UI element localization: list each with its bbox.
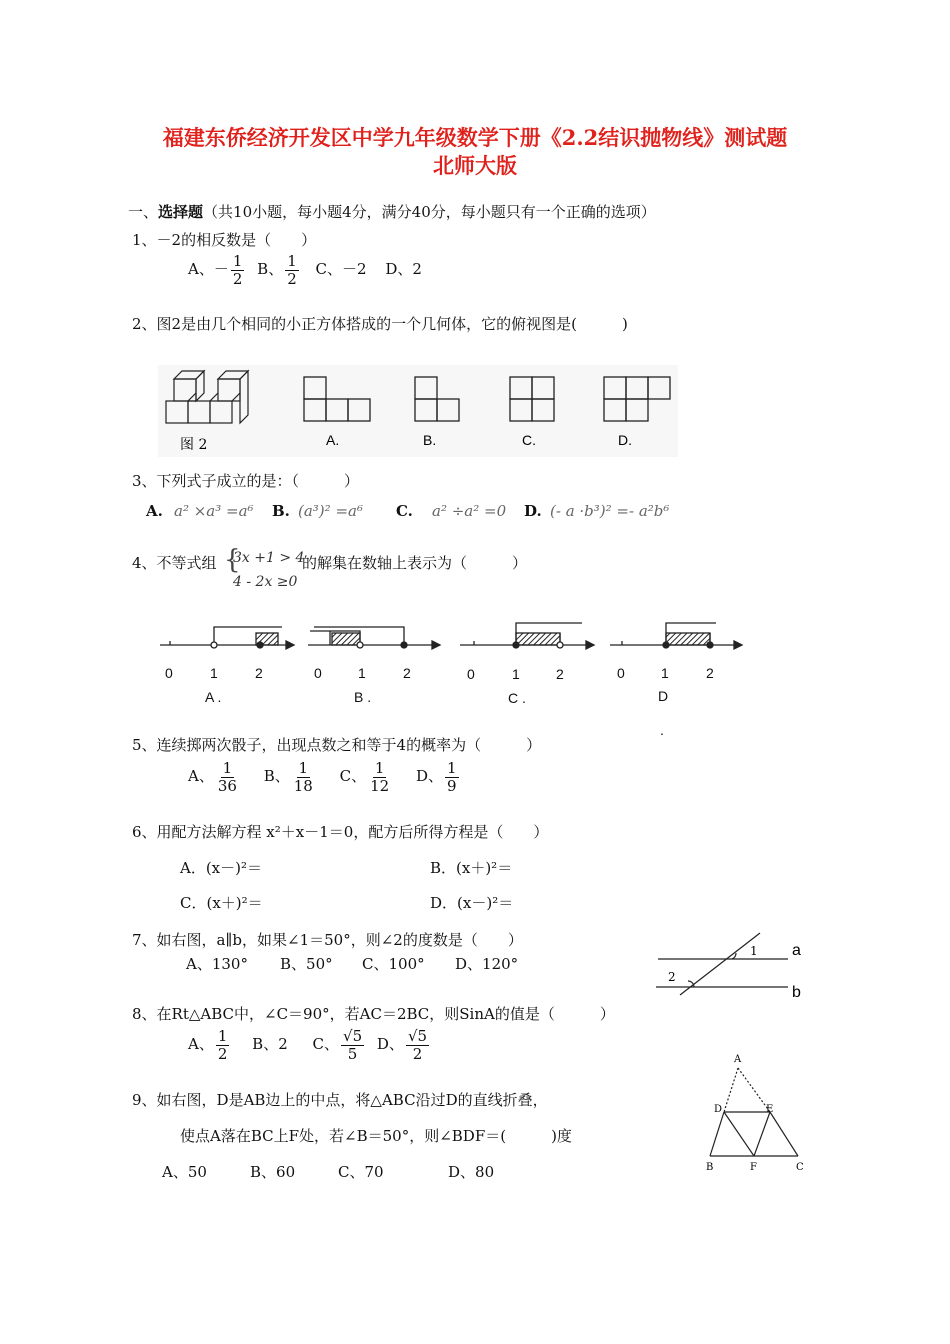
- number-line-a: [160, 627, 294, 649]
- nl-c-label: C .: [508, 690, 526, 706]
- option-b-view: [415, 377, 459, 421]
- nl-c-tick-1: 1: [512, 666, 520, 682]
- q9-triangle-figure: [700, 1050, 810, 1175]
- q2-figures: [158, 365, 678, 457]
- page-subtitle: 北师大版: [433, 153, 517, 178]
- q5-option-b: B、 $\frac{1}{18}$: [263, 759, 313, 795]
- q3-expr-d: (- a ·b³)² =- a²b⁶: [550, 502, 670, 520]
- option-a-view: [304, 377, 370, 421]
- q1-option-a: A、－ $\frac{1}{2}$: [188, 252, 243, 288]
- q1-option-d: D、2: [385, 260, 422, 278]
- system-brace: {: [224, 545, 241, 575]
- q8-option-b: B、2: [252, 1035, 288, 1053]
- angle-2-label: 2: [668, 970, 676, 984]
- q7-stem: 7、如右图，a∥b，如果∠1＝50°，则∠2的度数是（ ）: [132, 931, 523, 949]
- option-d-view: [604, 377, 670, 421]
- section-instructions: （共10小题，每小题4分，满分40分，每小题只有一个正确的选项）: [203, 203, 656, 221]
- q4-stem-pre: 4、不等式组: [132, 554, 217, 572]
- q9-option-b: B、60: [250, 1163, 296, 1181]
- q7-option-b: B、50°: [280, 955, 333, 973]
- q3-expr-a: a² ×a³ =a⁶: [174, 502, 254, 520]
- page-title: 福建东侨经济开发区中学九年级数学下册《2.2结识抛物线》测试题: [162, 125, 788, 150]
- number-line-d: [610, 623, 742, 649]
- q8-option-d: D、 $\frac{√5}{2}$: [376, 1027, 428, 1063]
- q3-label-b: B.: [272, 502, 290, 520]
- point-d-label: D: [714, 1104, 723, 1115]
- q7-option-c: C、100°: [362, 955, 425, 973]
- q8-option-c: C、 $\frac{√5}{5}$: [312, 1027, 363, 1063]
- line-a-label: a: [792, 942, 801, 959]
- transversal: [680, 933, 760, 995]
- q3-expr-c: a² ÷a² =0: [432, 502, 507, 520]
- q1-options: [188, 253, 422, 287]
- q6-option-d: D．(x－)²＝: [430, 894, 514, 912]
- q5-option-c: C、 $\frac{1}{12}$: [339, 759, 390, 795]
- q3-label-d: D.: [524, 502, 542, 520]
- q6-stem: 6、用配方法解方程 x²＋x－1＝0，配方后所得方程是（ ）: [132, 823, 549, 841]
- q3-stem: 3、下列式子成立的是：（ ）: [132, 472, 360, 490]
- line-b-label: b: [792, 984, 801, 1001]
- nl-c-tick-0: 0: [467, 666, 475, 682]
- q4-inequality-1: 3x +1 > 4: [233, 550, 305, 566]
- point-c-label: C: [796, 1162, 804, 1173]
- q1-stem: 1、－2的相反数是（ ）: [132, 231, 317, 249]
- nl-a-tick-1: 1: [210, 665, 218, 681]
- section-title: 选择题: [158, 203, 204, 221]
- nl-d-tick-2: 2: [706, 665, 714, 681]
- nl-d-tick-0: 0: [617, 665, 625, 681]
- q6-option-a: A．(x－)²＝: [180, 859, 263, 877]
- nl-a-label: A .: [205, 689, 222, 705]
- number-line-c: [460, 623, 594, 649]
- number-line-b: [308, 627, 440, 649]
- q9-option-d: D、80: [448, 1163, 495, 1181]
- q5-options: [188, 760, 461, 794]
- q2-label-c: C.: [522, 432, 536, 448]
- q8-option-a: A、 $\frac{1}{2}$: [188, 1027, 228, 1063]
- point-a-label: A: [734, 1054, 742, 1065]
- q7-parallel-lines-figure: [650, 925, 820, 1005]
- q3-label-c: C.: [396, 502, 413, 520]
- nl-a-tick-2: 2: [255, 665, 263, 681]
- angle-1-label: 1: [750, 944, 758, 958]
- q2-stem: 2、图2是由几个相同的小正方体搭成的一个几何体，它的俯视图是( ): [132, 315, 628, 333]
- q8-options: [188, 1028, 431, 1062]
- q5-option-a: A、 $\frac{1}{36}$: [188, 759, 237, 795]
- q4-stem-post: 的解集在数轴上表示为（ ）: [302, 554, 528, 572]
- nl-d-label: D: [658, 688, 669, 704]
- nl-d-tick-1: 1: [661, 665, 669, 681]
- nl-d-dot: .: [660, 722, 664, 738]
- section-heading: [128, 201, 656, 222]
- q7-option-a: A、130°: [186, 955, 248, 973]
- nl-b-tick-2: 2: [403, 665, 411, 681]
- q9-stem-line2: 使点A落在BC上F处，若∠B＝50°，则∠BDF＝( )度: [180, 1127, 572, 1145]
- nl-c-tick-2: 2: [556, 666, 564, 682]
- q6-option-b: B．(x＋)²＝: [430, 859, 513, 877]
- q4-inequality-2: 4 - 2x ≥0: [233, 574, 298, 590]
- q5-stem: 5、连续掷两次骰子，出现点数之和等于4的概率为（ ）: [132, 736, 542, 754]
- cube-stack-figure: [166, 371, 248, 423]
- q5-option-d: D、 $\frac{1}{9}$: [415, 759, 457, 795]
- q1-option-c: C、－2: [315, 260, 367, 278]
- option-c-view: [510, 377, 554, 421]
- nl-b-tick-1: 1: [358, 665, 366, 681]
- q9-option-c: C、70: [338, 1163, 384, 1181]
- q9-stem-line1: 9、如右图，D是AB边上的中点，将△ABC沿过D的直线折叠，: [132, 1091, 548, 1109]
- point-b-label: B: [706, 1162, 714, 1173]
- q9-option-a: A、50: [162, 1163, 207, 1181]
- q7-option-d: D、120°: [455, 955, 519, 973]
- q3-expr-b: (a³)² =a⁶: [298, 502, 363, 520]
- q2-label-b: B.: [423, 432, 437, 448]
- q6-option-c: C．(x＋)²＝: [180, 894, 263, 912]
- q1-option-b: B、 $\frac{1}{2}$: [257, 252, 297, 288]
- q3-label-a: A.: [146, 502, 163, 520]
- nl-b-label: B .: [354, 689, 372, 705]
- section-prefix: 一、: [128, 203, 159, 221]
- q2-label-a: A.: [326, 432, 340, 448]
- point-f-label: F: [750, 1162, 757, 1173]
- q2-label-d: D.: [618, 432, 632, 448]
- fig2-label: 图 2: [180, 437, 208, 453]
- nl-a-tick-0: 0: [165, 665, 173, 681]
- nl-b-tick-0: 0: [314, 665, 322, 681]
- q8-stem: 8、在Rt△ABC中，∠C＝90°，若AC＝2BC，则SinA的值是（ ）: [132, 1005, 615, 1023]
- point-e-label: E: [766, 1104, 774, 1115]
